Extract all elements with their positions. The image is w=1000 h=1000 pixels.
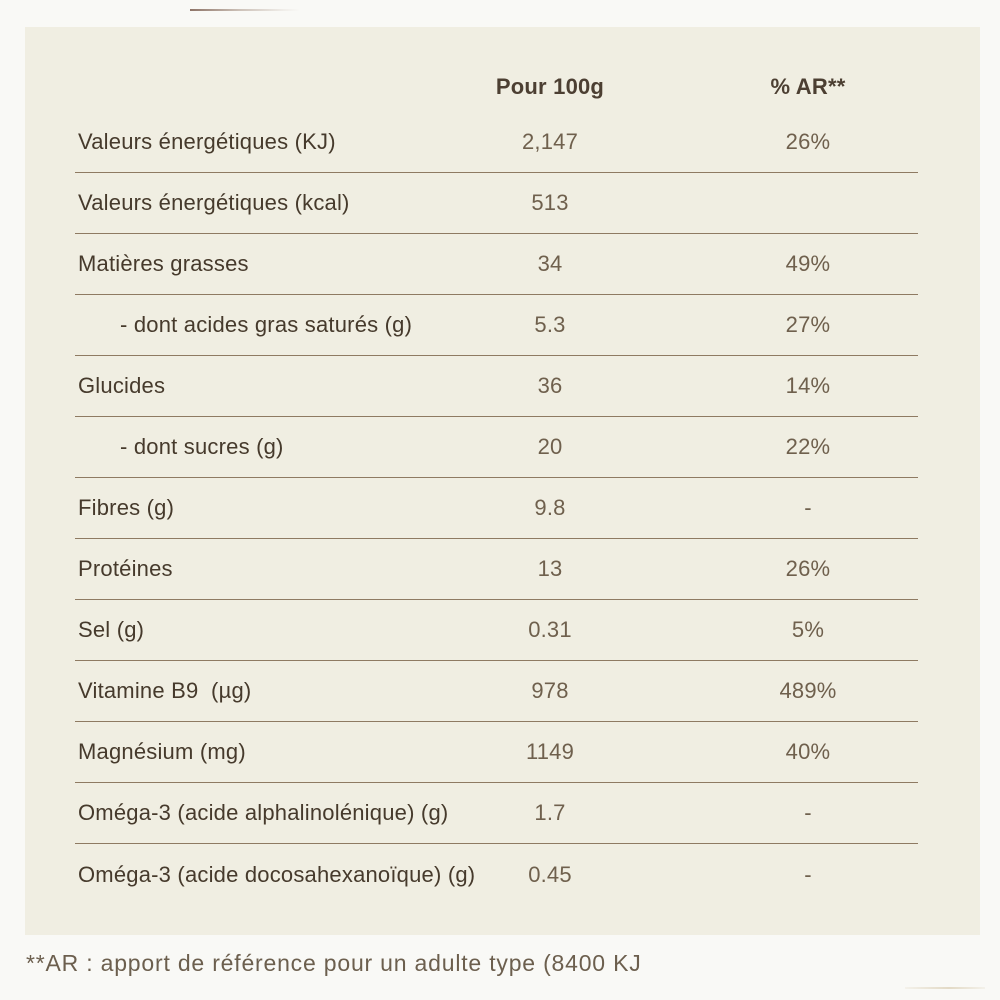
- header-amount-column: Pour 100g: [495, 74, 605, 99]
- row-amount: 513: [531, 190, 569, 215]
- table-row: [75, 539, 918, 600]
- nutrition-table-panel: [25, 27, 980, 935]
- table-row: [75, 722, 918, 783]
- table-row: [75, 844, 918, 905]
- row-ar-value: 489%: [779, 678, 837, 703]
- row-amount: 2,147: [521, 129, 579, 154]
- row-amount: 0.45: [528, 861, 572, 887]
- row-label: Magnésium (mg): [78, 739, 246, 764]
- row-amount: 1149: [525, 739, 575, 764]
- row-label: Matières grasses: [78, 251, 249, 276]
- row-label: Valeurs énergétiques (kcal): [78, 190, 350, 215]
- row-label: - dont acides gras saturés (g): [120, 312, 413, 337]
- row-ar-value: 27%: [785, 312, 831, 337]
- row-label: Oméga-3 (acide docosahexanoïque) (g): [78, 861, 476, 887]
- stray-line-bottom-decoration: [905, 987, 985, 989]
- row-ar-value: 26%: [785, 129, 831, 154]
- stray-line-top-decoration: [190, 9, 300, 11]
- row-amount: 978: [531, 678, 569, 703]
- table-row: [75, 478, 918, 539]
- row-amount: 0.31: [528, 617, 572, 642]
- table-header-row: [75, 27, 918, 112]
- ar-footnote: **AR : apport de référence pour un adulte type (8400 KJ: [26, 949, 642, 976]
- table-row: [75, 173, 918, 234]
- row-amount: 36: [537, 373, 563, 398]
- row-label: Vitamine B9 (µg): [78, 678, 252, 703]
- table-row: [75, 417, 918, 478]
- table-row: [75, 661, 918, 722]
- row-label: Glucides: [78, 373, 166, 398]
- row-ar-value: 22%: [785, 434, 831, 459]
- nutrition-table: [75, 27, 918, 905]
- row-ar-value: 49%: [785, 251, 831, 276]
- table-row: [75, 783, 918, 844]
- row-ar-value: [703, 173, 913, 233]
- row-ar-value: -: [804, 861, 812, 887]
- table-row: [75, 600, 918, 661]
- table-row: [75, 356, 918, 417]
- row-label: Protéines: [78, 556, 173, 581]
- row-label: - dont sucres (g): [120, 434, 284, 459]
- row-amount: 1.7: [534, 800, 566, 825]
- row-amount: 13: [537, 556, 563, 581]
- row-ar-value: -: [804, 800, 812, 825]
- row-amount: 5.3: [534, 312, 566, 337]
- row-ar-value: 5%: [791, 617, 825, 642]
- row-ar-value: -: [804, 495, 812, 520]
- row-ar-value: 14%: [785, 373, 831, 398]
- row-label: Sel (g): [78, 617, 145, 642]
- header-ar-column: % AR**: [770, 74, 846, 99]
- row-label: Valeurs énergétiques (KJ): [78, 129, 336, 154]
- row-ar-value: 40%: [785, 739, 831, 764]
- row-amount: 20: [537, 434, 563, 459]
- row-label: Fibres (g): [78, 495, 175, 520]
- table-row: [75, 295, 918, 356]
- table-row: [75, 234, 918, 295]
- table-row: [75, 112, 918, 173]
- row-amount: 9.8: [534, 495, 566, 520]
- row-amount: 34: [537, 251, 563, 276]
- row-ar-value: 26%: [785, 556, 831, 581]
- row-label: Oméga-3 (acide alphalinolénique) (g): [78, 800, 449, 825]
